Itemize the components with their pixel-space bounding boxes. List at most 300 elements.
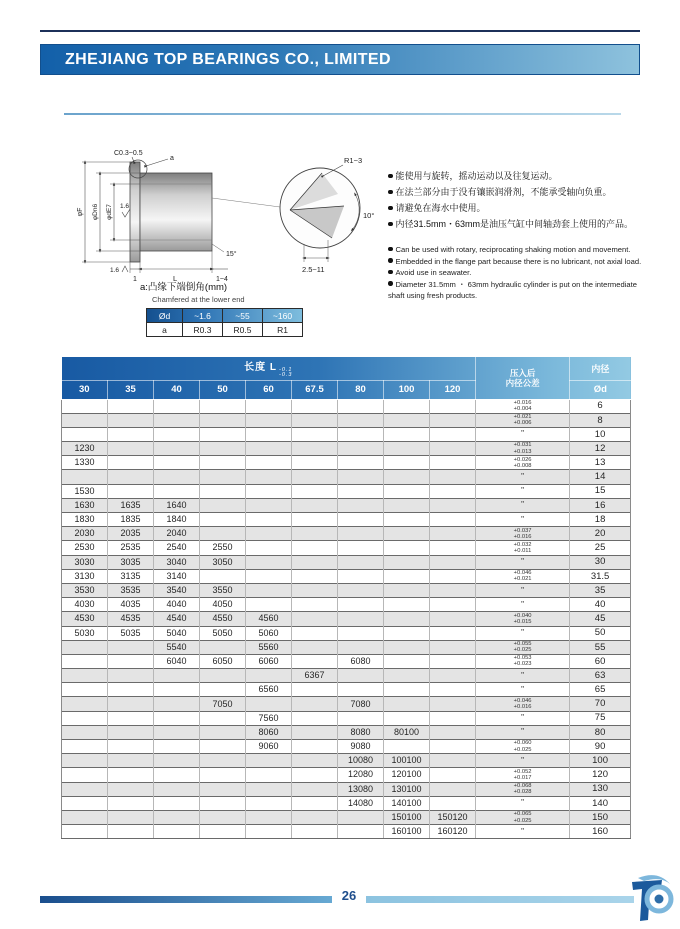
tolerance-cell: +0.026 +0.008	[476, 456, 570, 470]
bushing-flange	[130, 162, 140, 262]
bullet-icon	[388, 247, 393, 252]
part-number-cell	[62, 470, 108, 484]
part-number-cell	[246, 427, 292, 441]
tolerance-cell: "	[476, 683, 570, 697]
part-number-cell: 1635	[108, 498, 154, 512]
inner-diameter-header: 内径	[570, 357, 631, 380]
chamfer-table	[146, 308, 303, 337]
inner-diameter-cell: 8	[570, 413, 631, 427]
part-number-cell	[338, 683, 384, 697]
part-number-cell: 4035	[108, 598, 154, 612]
part-number-cell: 6040	[154, 654, 200, 668]
bullet-icon	[388, 281, 393, 286]
note-text: Embedded in the flange part because there is no lubricant, not axial load.	[395, 256, 642, 266]
dimension-row	[62, 598, 631, 612]
part-number-cell	[338, 484, 384, 498]
tolerance-cell: +0.016 +0.004	[476, 399, 570, 413]
part-number-cell	[62, 413, 108, 427]
part-number-cell	[62, 725, 108, 739]
part-number-cell	[292, 740, 338, 754]
note-text: 在法兰部分由于没有镶嵌润滑剂，不能承受轴向负重。	[395, 187, 612, 197]
inner-diameter-cell: 13	[570, 456, 631, 470]
tolerance-cell: "	[476, 555, 570, 569]
part-number-cell: 1230	[62, 442, 108, 456]
dimension-row	[62, 640, 631, 654]
header-divider	[64, 113, 621, 115]
part-number-cell	[246, 697, 292, 711]
part-number-cell	[292, 598, 338, 612]
tolerance-cell: +0.053 +0.023	[476, 654, 570, 668]
part-number-cell: 3140	[154, 569, 200, 583]
part-number-cell	[430, 399, 476, 413]
chamfer-value-cell: R1	[263, 323, 303, 337]
part-number-cell	[430, 569, 476, 583]
dia-f-label: φF	[77, 207, 84, 217]
part-number-cell	[384, 711, 430, 725]
part-number-cell	[384, 555, 430, 569]
inner-diameter-cell: 65	[570, 683, 631, 697]
part-number-cell: 5040	[154, 626, 200, 640]
part-number-cell	[62, 640, 108, 654]
part-number-cell: 10080	[338, 754, 384, 768]
part-number-cell	[108, 810, 154, 824]
inner-diameter-cell: 60	[570, 654, 631, 668]
part-number-cell	[292, 555, 338, 569]
inner-diameter-cell: 12	[570, 442, 631, 456]
dimension-row	[62, 740, 631, 754]
part-number-cell	[292, 768, 338, 782]
part-number-cell	[384, 598, 430, 612]
part-number-cell: 5035	[108, 626, 154, 640]
part-number-cell	[292, 683, 338, 697]
dimension-row	[62, 711, 631, 725]
part-number-cell	[200, 513, 246, 527]
tolerance-cell: "	[476, 427, 570, 441]
part-number-cell	[246, 825, 292, 839]
part-number-cell	[430, 654, 476, 668]
part-number-cell	[292, 442, 338, 456]
part-number-cell: 7080	[338, 697, 384, 711]
part-number-cell: 6367	[292, 669, 338, 683]
part-number-cell	[384, 626, 430, 640]
top-rule	[40, 30, 640, 32]
tolerance-cell: "	[476, 669, 570, 683]
part-number-cell: 2030	[62, 527, 108, 541]
part-number-cell	[62, 768, 108, 782]
part-number-cell	[430, 768, 476, 782]
part-number-cell	[200, 810, 246, 824]
part-number-cell	[154, 754, 200, 768]
part-number-cell: 160100	[384, 825, 430, 839]
part-number-cell	[384, 541, 430, 555]
part-number-cell: 4050	[200, 598, 246, 612]
dimension-table-wrap	[61, 357, 630, 839]
part-number-cell	[108, 740, 154, 754]
part-number-cell	[430, 541, 476, 555]
part-number-cell	[62, 796, 108, 810]
part-number-cell: 1630	[62, 498, 108, 512]
length-label: L	[173, 274, 178, 283]
part-number-cell	[154, 697, 200, 711]
part-number-cell	[154, 725, 200, 739]
length-col-header: 67.5	[292, 380, 338, 399]
part-number-cell	[292, 810, 338, 824]
part-number-cell: 3535	[108, 583, 154, 597]
part-number-cell	[430, 626, 476, 640]
part-number-cell	[200, 768, 246, 782]
part-number-cell	[384, 498, 430, 512]
length-col-header: 40	[154, 380, 200, 399]
dimension-row	[62, 626, 631, 640]
dimension-row	[62, 498, 631, 512]
part-number-cell: 6560	[246, 683, 292, 697]
part-number-cell	[246, 470, 292, 484]
part-number-cell: 1640	[154, 498, 200, 512]
part-number-cell	[108, 654, 154, 668]
logo-ring-inner	[655, 895, 664, 904]
angle-10-label: 10°	[363, 211, 375, 220]
dimension-row	[62, 683, 631, 697]
note-item	[388, 216, 654, 232]
part-number-cell	[108, 640, 154, 654]
inner-diameter-cell: 75	[570, 711, 631, 725]
part-number-cell: 6080	[338, 654, 384, 668]
part-number-cell	[384, 527, 430, 541]
part-number-cell	[108, 782, 154, 796]
part-number-cell	[246, 442, 292, 456]
part-number-cell: 3040	[154, 555, 200, 569]
part-number-cell	[384, 583, 430, 597]
part-number-cell: 5060	[246, 626, 292, 640]
part-number-cell	[384, 399, 430, 413]
chamfer-header-cell: ~1.6	[183, 309, 223, 323]
part-number-cell	[200, 725, 246, 739]
part-number-cell: 4540	[154, 612, 200, 626]
part-number-cell	[430, 513, 476, 527]
part-number-cell	[384, 612, 430, 626]
part-number-cell	[246, 413, 292, 427]
part-number-cell: 3530	[62, 583, 108, 597]
part-number-cell	[384, 470, 430, 484]
tolerance-cell: +0.065 +0.025	[476, 810, 570, 824]
bullet-icon	[388, 258, 393, 263]
chamfer-title-cn: a:凸缘下端倒角(mm)	[140, 282, 228, 293]
part-number-cell	[108, 399, 154, 413]
part-number-cell	[338, 626, 384, 640]
part-number-cell	[430, 413, 476, 427]
part-number-cell: 4040	[154, 598, 200, 612]
part-number-cell	[292, 513, 338, 527]
top-bearings-logo	[628, 872, 676, 926]
chamfer-value-cell: R0.3	[183, 323, 223, 337]
part-number-cell: 3050	[200, 555, 246, 569]
part-number-cell	[338, 612, 384, 626]
part-number-cell	[338, 810, 384, 824]
part-number-cell	[338, 527, 384, 541]
chamfer-title-en: Chamfered at the lower end	[152, 295, 245, 304]
note-text: 能使用与旋转，摇动运动以及往复运动。	[395, 171, 558, 181]
part-number-cell	[384, 683, 430, 697]
dimension-row	[62, 725, 631, 739]
part-number-cell	[292, 697, 338, 711]
chamfer-value-cell: R0.5	[223, 323, 263, 337]
part-number-cell	[200, 413, 246, 427]
inner-diameter-cell: 160	[570, 825, 631, 839]
dimension-row	[62, 669, 631, 683]
part-number-cell	[200, 456, 246, 470]
part-number-cell	[338, 513, 384, 527]
part-number-cell: 13080	[338, 782, 384, 796]
inner-diameter-cell: 14	[570, 470, 631, 484]
part-number-cell	[246, 498, 292, 512]
part-number-cell: 4560	[246, 612, 292, 626]
note-text: 内径31.5mm・63mm是油压气缸中间轴劲套上使用的产品。	[395, 219, 634, 229]
inner-diameter-cell: 25	[570, 541, 631, 555]
angle-15-label: 15°	[226, 251, 237, 258]
part-number-cell	[384, 427, 430, 441]
inner-diameter-cell: 6	[570, 399, 631, 413]
part-number-cell	[246, 796, 292, 810]
dimension-row	[62, 810, 631, 824]
bullet-icon	[388, 174, 393, 179]
part-number-cell	[200, 669, 246, 683]
part-number-cell	[338, 569, 384, 583]
part-number-cell	[292, 612, 338, 626]
part-number-cell	[292, 484, 338, 498]
part-number-cell	[108, 768, 154, 782]
part-number-cell	[246, 456, 292, 470]
chamfer-header-cell: ~160	[263, 309, 303, 323]
inner-diameter-cell: 55	[570, 640, 631, 654]
part-number-cell	[154, 427, 200, 441]
part-number-cell	[338, 498, 384, 512]
part-number-cell	[246, 768, 292, 782]
tolerance-cell: "	[476, 583, 570, 597]
part-number-cell	[292, 754, 338, 768]
chamfer-header-cell: Ød	[147, 309, 183, 323]
inner-diameter-cell: 63	[570, 669, 631, 683]
roughness-bore-label: 1.6	[120, 203, 130, 210]
part-number-cell: 3035	[108, 555, 154, 569]
part-number-cell	[430, 427, 476, 441]
part-number-cell	[430, 456, 476, 470]
note-item	[388, 256, 654, 268]
part-number-cell	[154, 683, 200, 697]
footer-bar-left	[40, 896, 332, 903]
length-header-label: 长度 L	[244, 361, 277, 373]
tolerance-cell: +0.052 +0.017	[476, 768, 570, 782]
part-number-cell	[108, 442, 154, 456]
part-number-cell	[246, 541, 292, 555]
part-number-cell	[154, 442, 200, 456]
part-number-cell	[154, 669, 200, 683]
inner-diameter-cell: 35	[570, 583, 631, 597]
part-number-cell: 3030	[62, 555, 108, 569]
flange-width-label: 1	[133, 276, 137, 283]
part-number-cell	[200, 711, 246, 725]
part-number-cell	[292, 399, 338, 413]
part-number-cell	[384, 697, 430, 711]
dimension-row	[62, 612, 631, 626]
tolerance-cell: +0.068 +0.028	[476, 782, 570, 796]
press-fit-tolerance-header: 压入后 内径公差	[476, 357, 570, 399]
company-header-bar	[40, 44, 640, 75]
part-number-cell	[338, 413, 384, 427]
part-number-cell: 1830	[62, 513, 108, 527]
part-number-cell	[200, 796, 246, 810]
company-name: ZHEJIANG TOP BEARINGS CO., LIMITED	[65, 50, 391, 68]
part-number-cell	[338, 456, 384, 470]
part-number-cell	[200, 683, 246, 697]
part-number-cell	[108, 456, 154, 470]
part-number-cell: 130100	[384, 782, 430, 796]
chamfer-label: C0.3~0.5	[114, 150, 143, 157]
part-number-cell	[338, 583, 384, 597]
bullet-icon	[388, 206, 393, 211]
dimension-table-body	[62, 399, 631, 839]
part-number-cell	[430, 555, 476, 569]
part-number-cell	[292, 711, 338, 725]
part-number-cell	[246, 583, 292, 597]
part-number-cell: 9060	[246, 740, 292, 754]
part-number-cell	[246, 782, 292, 796]
note-item	[388, 184, 654, 200]
dimension-row	[62, 427, 631, 441]
part-number-cell	[430, 782, 476, 796]
part-number-cell	[292, 527, 338, 541]
note-text: Diameter 31.5mm ・ 63mm hydraulic cylinder is put on the intermediate shaft using fresh products.	[388, 279, 637, 300]
tolerance-cell: "	[476, 626, 570, 640]
part-number-cell	[384, 456, 430, 470]
part-number-cell	[246, 513, 292, 527]
part-number-cell: 3130	[62, 569, 108, 583]
dimension-row	[62, 697, 631, 711]
dimension-row	[62, 796, 631, 810]
part-number-cell: 5030	[62, 626, 108, 640]
part-number-cell	[338, 442, 384, 456]
tolerance-cell: +0.046 +0.021	[476, 569, 570, 583]
page-number: 26	[341, 888, 357, 903]
part-number-cell: 3550	[200, 583, 246, 597]
dimension-row	[62, 470, 631, 484]
part-number-cell	[246, 484, 292, 498]
part-number-cell	[200, 442, 246, 456]
header-row-top	[62, 357, 631, 380]
part-number-cell	[200, 740, 246, 754]
part-number-cell: 7050	[200, 697, 246, 711]
bullet-icon	[388, 190, 393, 195]
product-notes	[388, 168, 654, 302]
part-number-cell	[430, 711, 476, 725]
part-number-cell	[292, 782, 338, 796]
part-number-cell: 4535	[108, 612, 154, 626]
inner-diameter-cell: 40	[570, 598, 631, 612]
part-number-cell	[430, 640, 476, 654]
part-number-cell: 14080	[338, 796, 384, 810]
length-tolerance-stack	[279, 368, 292, 379]
part-number-cell	[108, 697, 154, 711]
length-col-header: 35	[108, 380, 154, 399]
part-number-cell	[338, 399, 384, 413]
range-25-11-label: 2.5~11	[302, 265, 325, 274]
part-number-cell: 5540	[154, 640, 200, 654]
note-item	[388, 267, 654, 279]
part-number-cell	[246, 399, 292, 413]
part-number-cell	[430, 498, 476, 512]
tolerance-cell: +0.055 +0.025	[476, 640, 570, 654]
part-number-cell	[200, 825, 246, 839]
part-number-cell	[430, 740, 476, 754]
part-number-cell	[108, 796, 154, 810]
part-number-cell: 150100	[384, 810, 430, 824]
tolerance-cell: +0.032 +0.011	[476, 541, 570, 555]
part-number-cell	[62, 683, 108, 697]
part-number-cell: 3135	[108, 569, 154, 583]
part-number-cell	[292, 640, 338, 654]
part-number-cell	[108, 683, 154, 697]
inner-diameter-cell: 140	[570, 796, 631, 810]
part-number-cell: 8060	[246, 725, 292, 739]
part-number-cell	[62, 825, 108, 839]
part-number-cell	[384, 654, 430, 668]
tolerance-cell: "	[476, 470, 570, 484]
part-number-cell	[108, 427, 154, 441]
tolerance-cell: "	[476, 598, 570, 612]
dimension-row	[62, 456, 631, 470]
part-number-cell	[292, 626, 338, 640]
tolerance-cell: "	[476, 796, 570, 810]
part-number-cell	[200, 498, 246, 512]
dimension-row	[62, 399, 631, 413]
part-number-cell	[108, 711, 154, 725]
part-number-cell	[108, 669, 154, 683]
part-number-cell	[246, 669, 292, 683]
tolerance-cell: "	[476, 754, 570, 768]
part-number-cell	[430, 527, 476, 541]
note-item	[388, 279, 654, 302]
part-number-cell: 2535	[108, 541, 154, 555]
part-number-cell	[62, 740, 108, 754]
part-number-cell	[62, 669, 108, 683]
tolerance-cell: +0.021 +0.006	[476, 413, 570, 427]
tolerance-cell: +0.046 +0.016	[476, 697, 570, 711]
part-number-cell	[200, 470, 246, 484]
part-number-cell	[154, 456, 200, 470]
part-number-cell: 6060	[246, 654, 292, 668]
inner-diameter-cell: 30	[570, 555, 631, 569]
bullet-icon	[388, 270, 393, 275]
part-number-cell	[338, 598, 384, 612]
a-ref-label: a	[170, 155, 174, 162]
dimension-row	[62, 754, 631, 768]
inner-diameter-symbol-header: Ød	[570, 380, 631, 399]
part-number-cell	[154, 740, 200, 754]
dia-inner-label: φdE7	[106, 204, 113, 220]
note-text: Can be used with rotary, reciprocating shaking motion and movement.	[395, 245, 631, 254]
part-number-cell	[154, 470, 200, 484]
part-number-cell	[384, 442, 430, 456]
note-item	[388, 244, 654, 256]
part-number-cell: 100100	[384, 754, 430, 768]
part-number-cell	[154, 796, 200, 810]
part-number-cell	[430, 725, 476, 739]
note-text: 请避免在海水中使用。	[395, 203, 486, 213]
length-tol-upper: -0.1	[278, 366, 293, 373]
part-number-cell	[292, 427, 338, 441]
inner-diameter-cell: 15	[570, 484, 631, 498]
length-header	[62, 357, 476, 380]
part-number-cell: 8080	[338, 725, 384, 739]
